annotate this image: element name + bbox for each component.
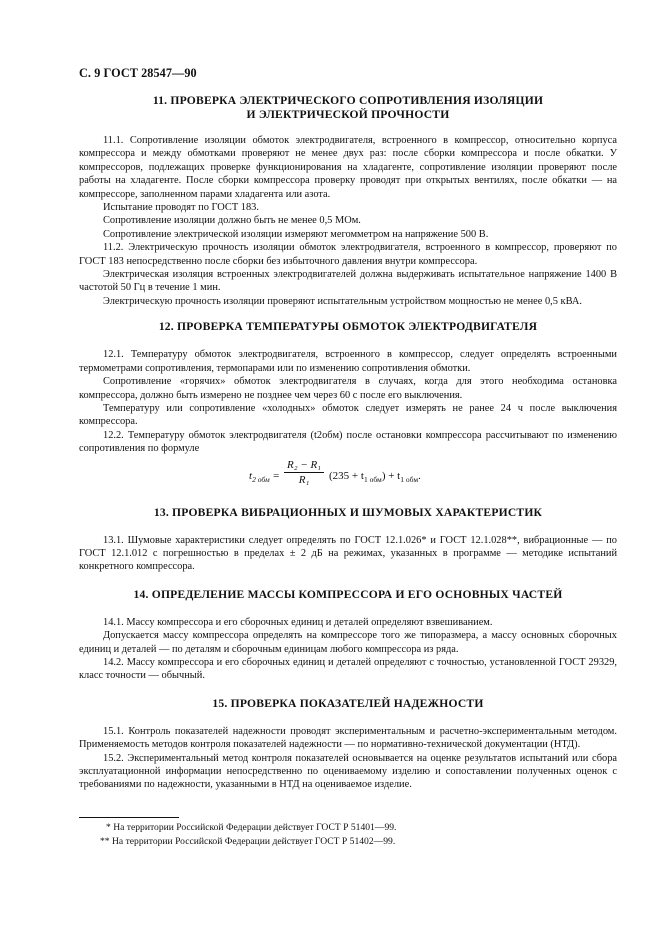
paragraph: Испытание проводят по ГОСТ 183. [103, 202, 259, 214]
section-11-title-line-2: И ЭЛЕКТРИЧЕСКОЙ ПРОЧНОСТИ [246, 108, 450, 121]
paragraph-14-2: 14.2. Массу компрессора и его сборочных единиц и деталей определяют с точностью, установленной ГОСТ 29329, класс точности — обычный. [79, 656, 617, 682]
paragraph: Электрическую прочность изоляции проверяют испытательным устройством мощностью не менее 0,5 кВА. [103, 295, 582, 307]
section-13-title: 13. ПРОВЕРКА ВИБРАЦИОННЫХ И ШУМОВЫХ ХАРАКТЕРИСТИК [153, 505, 543, 519]
formula-lhs: $t_{2 обм}$ = [249, 469, 280, 484]
paragraph: Сопротивление электрической изоляции измеряют мегомметром на напряжение 500 В. [103, 228, 489, 240]
paragraph: Температуру или сопротивление «холодных» обмоток следует измерять не ранее 24 ч после выключения компрессора. [79, 402, 617, 428]
footnote-2: ** На территории Российской Федерации действует ГОСТ Р 51402—99. [100, 836, 396, 847]
footnote-divider [79, 817, 179, 818]
section-14 [79, 588, 617, 683]
paragraph-14-1: 14.1. Массу компрессора и его сборочных единиц и деталей определяют взвешиванием. [103, 616, 493, 628]
paragraph: Допускается массу компрессора определять на компрессоре того же типоразмера, а массу основных сборочных единиц и деталей — по деталям и сборочным единицам любого компрессора из ряда. [79, 630, 617, 655]
formula-numerator: R₂ − R₁ [284, 459, 324, 473]
paragraph-15-2: 15.2. Экспериментальный метод контроля показателей основывается на оценке результатов испытаний или сбора эксплуатационной информации непосредственно по оцениваемому изделию и сопоставлении полученных оценок с требованиями по надежности, указанными в НТД на оцениваемое изделие. [79, 752, 617, 791]
paragraph: Сопротивление изоляции должно быть не менее 0,5 МОм. [103, 215, 361, 227]
paragraph: Электрическая изоляция встроенных электродвигателей должна выдерживать испытательное напряжение 1400 В частотой 50 Гц в течение 1 мин. [79, 269, 617, 294]
section-12 [79, 320, 617, 495]
page-content [79, 90, 617, 792]
paragraph-11-1: 11.1. Сопротивление изоляции обмоток электродвигателя, встроенного в компрессор, относительно корпуса компрессора и между обмотками проверяют не менее двух раз: после сборки компрессора и после обкатки. У компрессоров, подлежащих проверке функционирования на хладагенте, сопротивление изоляции проверяют после работы на хладагенте. После сборки компрессора проверку проводят при открытых вентилях, после обкатки — на компрессоре, заполненном парами хладагента или азота. [79, 135, 617, 200]
page-header: С. 9 ГОСТ 28547—90 [79, 66, 197, 80]
section-11-title-line-1: 11. ПРОВЕРКА ЭЛЕКТРИЧЕСКОГО СОПРОТИВЛЕНИЯ ИЗОЛЯЦИИ [152, 94, 544, 107]
formula-fraction [284, 459, 324, 486]
formula-rhs: $(235 + t_{1 обм}) + t_{1 обм}$. [329, 469, 421, 484]
section-14-title: 14. ОПРЕДЕЛЕНИЕ МАССЫ КОМПРЕССОРА И ЕГО ОСНОВНЫХ ЧАСТЕЙ [133, 587, 563, 601]
paragraph-12-1: 12.1. Температуру обмоток электродвигателя, встроенного в компрессор, следует определять встроенными термометрами сопротивления, термопарами или по изменению сопротивления обмотки. [79, 349, 617, 374]
section-15 [79, 697, 617, 792]
paragraph-12-2: 12.2. Температуру обмоток электродвигателя (t2обм) после остановки компрессора рассчитывают по изменению сопротивления по формуле [79, 429, 617, 455]
section-15-title: 15. ПРОВЕРКА ПОКАЗАТЕЛЕЙ НАДЕЖНОСТИ [212, 696, 484, 710]
formula-denominator: R₁ [298, 473, 310, 486]
section-13 [79, 506, 617, 574]
temperature-formula [79, 456, 617, 496]
paragraph: Сопротивление «горячих» обмоток электродвигателя в случаях, когда для этого необходима остановка компрессора, должно быть измерено не позднее чем через 60 с после его выключения. [79, 376, 617, 401]
section-12-title: 12. ПРОВЕРКА ТЕМПЕРАТУРЫ ОБМОТОК ЭЛЕКТРОДВИГАТЕЛЯ [158, 320, 538, 334]
section-11 [79, 94, 617, 308]
paragraph-15-1: 15.1. Контроль показателей надежности проводят экспериментальным и расчетно-экспериментальным методом. Применяемость методов контроля показателей надежности — по нормативно-технической документации (НТД). [79, 725, 617, 751]
paragraph-13-1: 13.1. Шумовые характеристики следует определять по ГОСТ 12.1.026* и ГОСТ 12.1.028**, вибрационные — по ГОСТ 12.1.012 с погрешностью в пределах ± 2 дБ на режимах, указанных в программе — методике испытаний конкретного компрессора. [79, 534, 617, 573]
footnote-1: * На территории Российской Федерации действует ГОСТ Р 51401—99. [106, 822, 397, 833]
paragraph-11-2: 11.2. Электрическую прочность изоляции обмоток электродвигателя, встроенного в компрессор, проверяют по ГОСТ 183 непосредственно после сборки без избыточного давления внутри компрессора. [79, 242, 617, 267]
